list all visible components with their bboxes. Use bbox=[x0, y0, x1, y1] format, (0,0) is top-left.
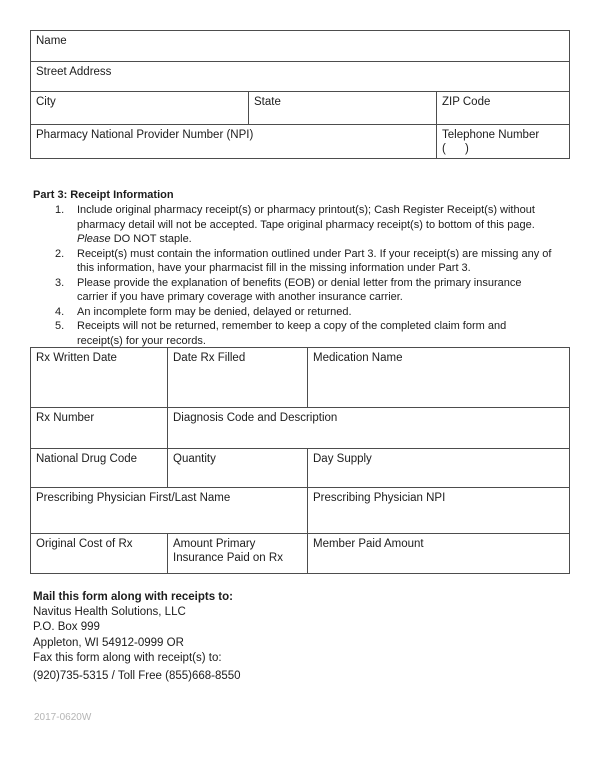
mailing-company-line: Navitus Health Solutions, LLC bbox=[33, 606, 186, 619]
name-label: Name bbox=[36, 35, 67, 47]
telephone-field[interactable] bbox=[437, 125, 570, 159]
zip-code-field[interactable] bbox=[437, 92, 570, 125]
rx-number-field[interactable] bbox=[31, 408, 168, 449]
telephone-area-code-parens: ( ) bbox=[442, 143, 469, 155]
instruction-text: Receipts will not be returned, remember to keep a copy of the completed claim form and receipt(s) for your records. bbox=[77, 320, 507, 347]
national-drug-code-field[interactable] bbox=[31, 449, 168, 488]
zip-code-label: ZIP Code bbox=[442, 96, 491, 108]
instruction-number: 5. bbox=[55, 320, 65, 332]
receipt-info-table bbox=[30, 347, 570, 574]
rx-written-date-label: Rx Written Date bbox=[36, 352, 117, 364]
amount-primary-insurance-field[interactable] bbox=[168, 534, 308, 574]
pharmacy-npi-label: Pharmacy National Provider Number (NPI) bbox=[36, 129, 254, 141]
original-cost-field[interactable] bbox=[31, 534, 168, 574]
instruction-text: An incomplete form may be denied, delayed or returned. bbox=[77, 305, 352, 318]
day-supply-field[interactable] bbox=[308, 449, 570, 488]
physician-npi-label: Prescribing Physician NPI bbox=[313, 492, 446, 504]
instruction-number: 1. bbox=[55, 204, 65, 216]
amount-primary-insurance-label: Amount Primary Insurance Paid on Rx bbox=[173, 538, 283, 564]
rx-number-label: Rx Number bbox=[36, 412, 95, 424]
street-address-field[interactable] bbox=[31, 62, 570, 92]
phone-numbers-line: (920)735-5315 / Toll Free (855)668-8550 bbox=[33, 670, 241, 683]
city-field[interactable] bbox=[31, 92, 249, 125]
instruction-number: 4. bbox=[55, 305, 65, 318]
medication-name-field[interactable] bbox=[308, 348, 570, 408]
date-rx-filled-field[interactable] bbox=[168, 348, 308, 408]
rx-written-date-field[interactable] bbox=[31, 348, 168, 408]
mailing-city-line: Appleton, WI 54912-0999 OR bbox=[33, 636, 184, 649]
document-code: 2017-0620W bbox=[34, 712, 92, 723]
physician-npi-field[interactable] bbox=[308, 488, 570, 534]
quantity-field[interactable] bbox=[168, 449, 308, 488]
instruction-item-3 bbox=[33, 276, 552, 305]
instruction-item-5 bbox=[33, 319, 552, 348]
medication-name-label: Medication Name bbox=[313, 352, 403, 364]
original-cost-label: Original Cost of Rx bbox=[36, 538, 133, 550]
instruction-item-2 bbox=[33, 247, 552, 276]
member-info-table bbox=[30, 30, 570, 159]
instruction-text: Include original pharmacy receipt(s) or pharmacy printout(s); Cash Register Receipt(s) without pharmacy detail will not be accepted. Tape original pharmacy receipt(s) to bottom of this page. Please DO NOT staple. bbox=[77, 204, 535, 245]
instruction-number: 3. bbox=[55, 276, 65, 289]
instruction-text: Please provide the explanation of benefits (EOB) or denial letter from the primary insurance carrier if you have primary coverage with another insurance carrier. bbox=[77, 276, 522, 303]
physician-name-label: Prescribing Physician First/Last Name bbox=[36, 492, 231, 504]
date-rx-filled-label: Date Rx Filled bbox=[173, 352, 246, 364]
mailing-heading: Mail this form along with receipts to: bbox=[33, 591, 233, 603]
italic-word: Please bbox=[77, 233, 111, 245]
part3-section bbox=[33, 188, 552, 348]
street-address-label: Street Address bbox=[36, 66, 112, 78]
quantity-label: Quantity bbox=[173, 453, 216, 465]
city-label: City bbox=[36, 96, 56, 108]
telephone-label: Telephone Number bbox=[442, 129, 540, 141]
pharmacy-npi-field[interactable] bbox=[31, 125, 437, 159]
physician-name-field[interactable] bbox=[31, 488, 308, 534]
day-supply-label: Day Supply bbox=[313, 453, 372, 465]
name-field[interactable] bbox=[31, 31, 570, 62]
member-paid-amount-label: Member Paid Amount bbox=[313, 538, 424, 550]
member-paid-amount-field[interactable] bbox=[308, 534, 570, 574]
diagnosis-code-label: Diagnosis Code and Description bbox=[173, 412, 338, 424]
instruction-item-1 bbox=[33, 203, 552, 247]
mailing-section bbox=[33, 590, 241, 684]
instruction-number: 2. bbox=[55, 247, 65, 260]
part3-heading: Part 3: Receipt Information bbox=[33, 189, 174, 201]
diagnosis-code-field[interactable] bbox=[168, 408, 570, 449]
state-label: State bbox=[254, 96, 281, 108]
instruction-item-4 bbox=[33, 305, 552, 320]
state-field[interactable] bbox=[249, 92, 437, 125]
instruction-text: Receipt(s) must contain the information outlined under Part 3. If your receipt(s) are missing any of this information, have your pharmacist fill in the missing information under Part 3. bbox=[77, 247, 552, 274]
national-drug-code-label: National Drug Code bbox=[36, 453, 138, 465]
mailing-po-box-line: P.O. Box 999 bbox=[33, 621, 100, 634]
fax-instruction-line: Fax this form along with receipt(s) to: bbox=[33, 651, 222, 664]
